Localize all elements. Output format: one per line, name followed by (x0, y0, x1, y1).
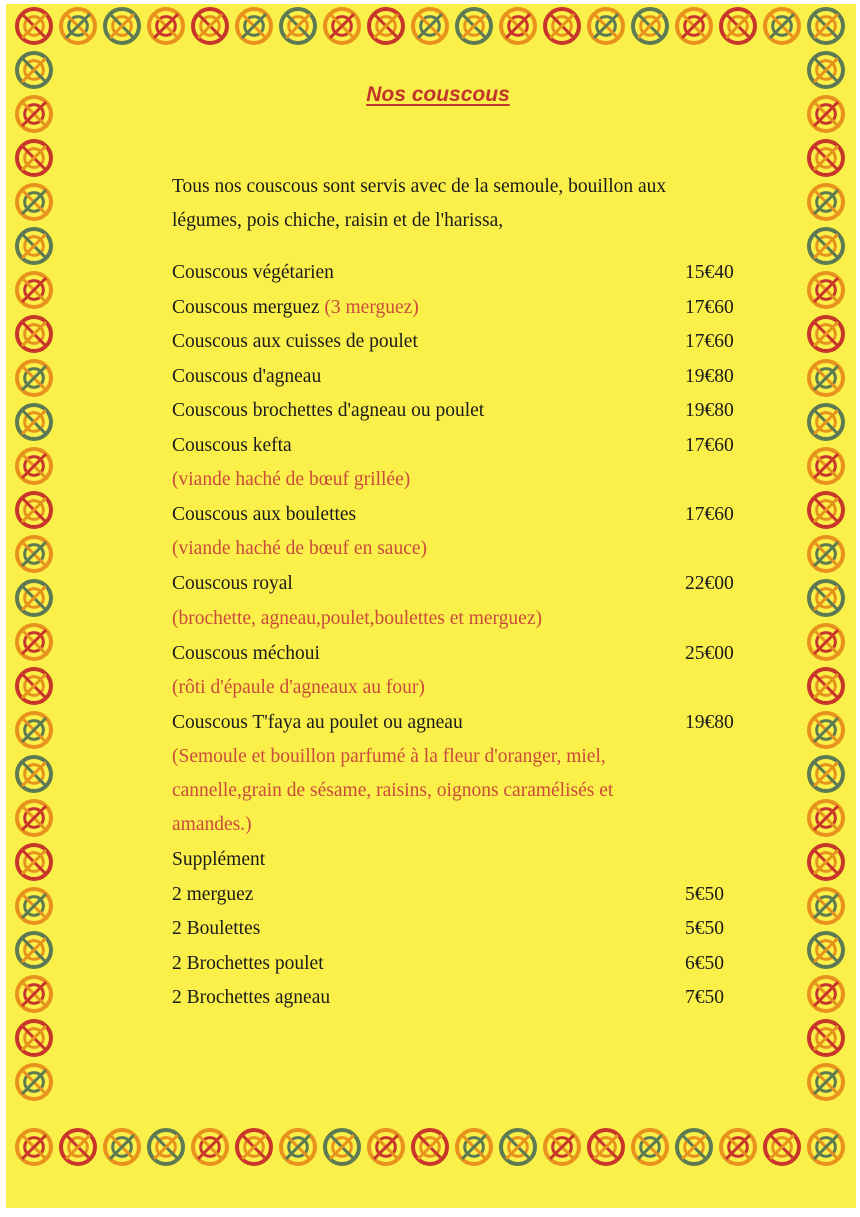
item-name: Couscous kefta (172, 435, 292, 456)
item-price: 15€40 (685, 262, 734, 283)
item-price: 19€80 (685, 366, 734, 387)
item-name: Couscous T'faya au poulet ou agneau (172, 712, 463, 733)
knot-motif (17, 273, 51, 307)
item-name: Couscous merguez (3 merguez) (172, 297, 419, 318)
item-price: 7€50 (685, 987, 724, 1008)
knot-motif (765, 9, 799, 43)
knot-motif (105, 9, 139, 43)
knot-motif (809, 185, 843, 219)
knot-motif (809, 273, 843, 307)
knot-motif (765, 1130, 799, 1164)
item-name: Couscous d'agneau (172, 366, 322, 387)
item-description: (brochette, agneau,poulet,boulettes et merguez) (172, 608, 542, 629)
knot-motif (809, 361, 843, 395)
knot-motif (809, 449, 843, 483)
item-name: 2 Brochettes poulet (172, 953, 324, 974)
knot-motif (17, 317, 51, 351)
knot-motif (809, 713, 843, 747)
knot-motif (17, 185, 51, 219)
menu-content (172, 0, 752, 1217)
item-description: (Semoule et bouillon parfumé à la fleur d'oranger, miel, cannelle,grain de sésame, raisins, oignons caramélisés et amandes.) (172, 746, 614, 835)
knot-motif (809, 53, 843, 87)
knot-motif (809, 801, 843, 835)
knot-motif (17, 141, 51, 175)
knot-motif (809, 669, 843, 703)
item-price: 25€00 (685, 643, 734, 664)
knot-motif (17, 493, 51, 527)
item-name: Couscous aux boulettes (172, 504, 357, 525)
item-name: Couscous méchoui (172, 643, 320, 664)
knot-motif (105, 1130, 139, 1164)
knot-motif (809, 537, 843, 571)
knot-motif (17, 625, 51, 659)
item-price: 17€60 (685, 331, 734, 352)
item-name: Couscous végétarien (172, 262, 334, 283)
knot-motif (17, 53, 51, 87)
knot-motif (809, 9, 843, 43)
item-price: 22€00 (685, 573, 734, 594)
knot-motif (17, 977, 51, 1011)
knot-motif (17, 1130, 51, 1164)
knot-motif (17, 449, 51, 483)
item-price: 5€50 (685, 918, 724, 939)
knot-motif (61, 1130, 95, 1164)
item-price: 6€50 (685, 953, 724, 974)
supplement-label: Supplément (172, 849, 266, 870)
item-price: 5€50 (685, 884, 724, 905)
item-name: Couscous brochettes d'agneau ou poulet (172, 400, 485, 421)
item-name: 2 Boulettes (172, 918, 261, 939)
item-description: (viande haché de bœuf en sauce) (172, 538, 427, 559)
knot-motif (809, 97, 843, 131)
item-name: Couscous royal (172, 573, 293, 594)
knot-motif (809, 141, 843, 175)
knot-motif (809, 625, 843, 659)
page-title: Nos couscous (366, 83, 510, 106)
knot-motif (809, 757, 843, 791)
knot-motif (17, 405, 51, 439)
knot-motif (17, 97, 51, 131)
knot-motif (17, 889, 51, 923)
item-price: 17€60 (685, 504, 734, 525)
knot-motif (809, 493, 843, 527)
knot-motif (809, 581, 843, 615)
knot-motif (17, 1065, 51, 1099)
knot-motif (809, 933, 843, 967)
item-name: 2 merguez (172, 884, 254, 905)
knot-motif (809, 1130, 843, 1164)
knot-motif (809, 229, 843, 263)
knot-motif (809, 845, 843, 879)
knot-motif (17, 581, 51, 615)
knot-motif (809, 317, 843, 351)
knot-motif (809, 1021, 843, 1055)
item-price: 17€60 (685, 435, 734, 456)
knot-motif (17, 9, 51, 43)
knot-motif (17, 757, 51, 791)
item-description: (rôti d'épaule d'agneaux au four) (172, 677, 425, 698)
item-price: 19€80 (685, 400, 734, 421)
knot-motif (17, 801, 51, 835)
item-note: (3 merguez) (324, 297, 419, 318)
knot-motif (17, 713, 51, 747)
knot-motif (17, 361, 51, 395)
knot-motif (17, 229, 51, 263)
intro-text: Tous nos couscous sont servis avec de la semoule, bouillon aux légumes, pois chiche, raisin et de l'harissa, (172, 176, 667, 231)
item-description: (viande haché de bœuf grillée) (172, 469, 411, 490)
knot-motif (61, 9, 95, 43)
item-price: 19€80 (685, 712, 734, 733)
knot-motif (809, 889, 843, 923)
knot-motif (809, 977, 843, 1011)
item-name: 2 Brochettes agneau (172, 987, 331, 1008)
knot-motif (17, 537, 51, 571)
item-name: Couscous aux cuisses de poulet (172, 331, 418, 352)
knot-motif (809, 1065, 843, 1099)
knot-motif (809, 405, 843, 439)
knot-motif (17, 845, 51, 879)
knot-motif (17, 1021, 51, 1055)
item-price: 17€60 (685, 297, 734, 318)
knot-motif (17, 933, 51, 967)
knot-motif (17, 669, 51, 703)
